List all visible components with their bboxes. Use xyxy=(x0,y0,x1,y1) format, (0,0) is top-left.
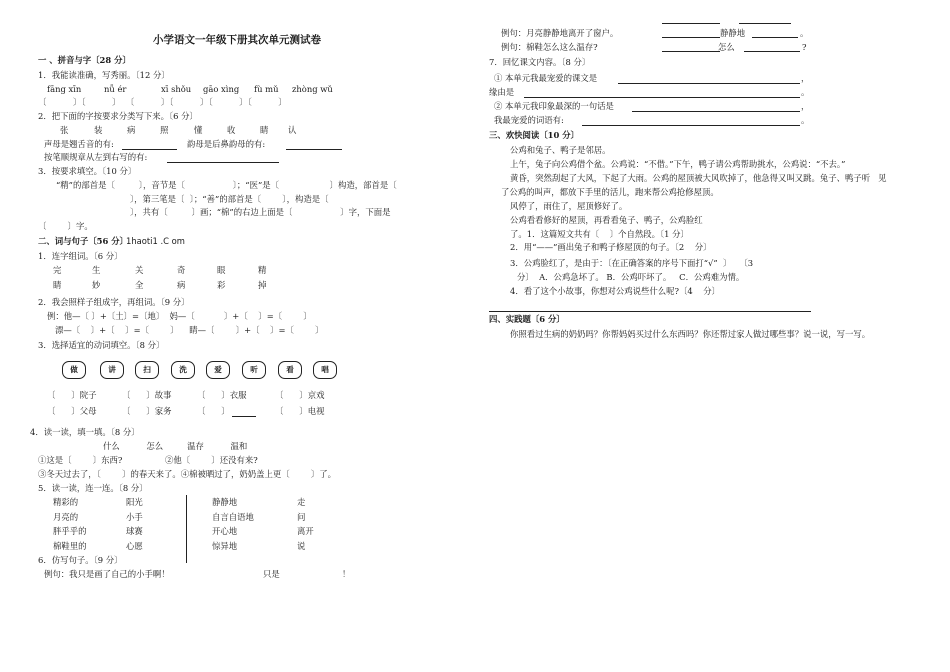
match-item: 走 xyxy=(297,497,306,507)
reading-paragraph: 公鸡和兔子、鸭子是邻居。 xyxy=(510,145,611,155)
fill-item: 〔 〕家务 xyxy=(122,406,172,416)
char: 彩 xyxy=(217,280,226,290)
char: 生 xyxy=(92,265,101,275)
question: 1．连字组词。〔6 分〕 xyxy=(38,251,123,261)
question: 2．把下面的字按要求分类写下来。〔6 分〕 xyxy=(38,111,198,121)
example-word: ！ xyxy=(342,569,351,579)
match-item: 阳光 xyxy=(126,497,143,507)
match-item: 棉鞋里的 xyxy=(53,541,87,551)
pinyin: fù mǔ xyxy=(254,84,279,94)
fill-item: 〔 〕父母 xyxy=(47,406,97,416)
char: 装 xyxy=(94,125,103,135)
answer-line[interactable] xyxy=(582,125,800,126)
match-item: 月亮的 xyxy=(53,512,79,522)
reading-question: 4．看了这个小故事，你想对公鸡说些什么呢?〔4 分〕 xyxy=(510,286,721,296)
answer-line[interactable] xyxy=(286,149,342,150)
answer-line[interactable] xyxy=(618,83,800,84)
question-line: “精”的部首是〔 〕，音节是〔 〕；“医”是〔 〕构造，部首是〔 xyxy=(56,180,397,190)
answer-label: 声母是翘舌音的有: xyxy=(44,139,114,149)
question: 7．回忆课文内容。〔8 分〕 xyxy=(489,57,591,67)
question-line: 缘由是 xyxy=(489,87,515,97)
question-line: 我最宠爱的词语有: xyxy=(494,115,564,125)
example-line: 例句：我只是画了自己的小手啊！ xyxy=(44,569,170,579)
word-list: 什么 怎么 温存 温和 xyxy=(103,441,248,451)
match-item: 心愿 xyxy=(126,541,143,551)
question: 6．仿写句子。〔9 分〕 xyxy=(38,555,123,565)
fill-item: 〔 〕 xyxy=(197,406,230,416)
fill-item: 〔 〕故事 xyxy=(122,390,172,400)
section-heading: 二、词与句子〔56 分〕 xyxy=(38,236,128,246)
char: 张 xyxy=(60,125,69,135)
match-item: 离开 xyxy=(297,526,314,536)
answer-brackets: 〔 〕〔 〕 〔 〕〔 〕〔 〕〔 〕 xyxy=(38,97,287,107)
reading-paragraph: 黄昏，突然刮起了大风，下起了大雨。公鸡的屋顶被大风吹掉了，他急得又叫又跳。兔子、鸭子听 见 xyxy=(510,173,887,183)
verb-box: 听 xyxy=(242,361,266,379)
example-word: ? xyxy=(802,42,807,52)
answer-line[interactable] xyxy=(752,37,798,38)
example-line: 例句：月亮静静地离开了窗户。 xyxy=(501,28,619,38)
divider xyxy=(186,495,187,563)
char: 眼 xyxy=(217,265,226,275)
char: 病 xyxy=(177,280,186,290)
match-item: 精彩的 xyxy=(53,497,79,507)
question-line: 〕，共有〔 〕画；“棉”的右边上面是〔 〕字，下面是 xyxy=(130,207,391,217)
fill-item: 〔 〕京戏 xyxy=(275,390,325,400)
question: 3．选择适宜的动词填空。〔8 分〕 xyxy=(38,340,165,350)
reading-paragraph: 风停了，雨住了，屋顶修好了。 xyxy=(510,201,628,211)
verb-box: 讲 xyxy=(100,361,124,379)
char: 全 xyxy=(135,280,144,290)
pinyin: zhòng wǔ xyxy=(292,84,333,94)
answer-line[interactable] xyxy=(662,51,720,52)
char: 完 xyxy=(53,265,62,275)
answer-line[interactable] xyxy=(739,23,791,24)
reading-question: 分〕 A．公鸡急坏了。 B．公鸡吓坏了。 C．公鸡难为情。 xyxy=(517,272,745,282)
char: 照 xyxy=(160,125,169,135)
reading-paragraph: 公鸡看看修好的屋顶，再看看兔子、鸭子，公鸡脸红 xyxy=(510,215,703,225)
verb-box: 做 xyxy=(62,361,86,379)
question: 2．我会照样子组成字，再组词。〔9 分〕 xyxy=(38,297,190,307)
match-item: 静静地 xyxy=(212,497,238,507)
answer-label: 韵母是后鼻韵母的有: xyxy=(187,139,266,149)
answer-label: 按笔顺规章从左到右写的有: xyxy=(44,152,148,162)
answer-line[interactable] xyxy=(662,23,720,24)
answer-line[interactable] xyxy=(632,111,800,112)
question: 1．我能读准确，写秀丽。〔12 分〕 xyxy=(38,70,170,80)
match-item: 自言自语地 xyxy=(212,512,254,522)
example-word: 。 xyxy=(800,28,809,38)
punctuation: ， xyxy=(801,101,810,111)
match-item: 小手 xyxy=(126,512,143,522)
fill-item: 〔 〕院子 xyxy=(47,390,97,400)
match-item: 开心地 xyxy=(212,526,238,536)
question: 5．读一读，连一连。〔8 分〕 xyxy=(38,483,148,493)
char: 睛 xyxy=(260,125,269,135)
match-item: 问 xyxy=(297,512,306,522)
answer-line[interactable] xyxy=(744,51,800,52)
char: 睛 xyxy=(53,280,62,290)
answer-line[interactable] xyxy=(524,97,800,98)
verb-box: 唱 xyxy=(313,361,337,379)
question-line: 〔 〕字。 xyxy=(38,221,93,231)
verb-box: 看 xyxy=(278,361,302,379)
reading-question: 2．用“——”画出兔子和鸭子修屋顶的句子。〔2 分〕 xyxy=(510,242,712,252)
answer-line[interactable] xyxy=(489,311,811,312)
match-item: 惊异地 xyxy=(212,541,238,551)
answer-line[interactable] xyxy=(122,149,177,150)
verb-box: 爱 xyxy=(206,361,230,379)
page-title: 小学语文一年级下册其次单元测试卷 xyxy=(153,34,321,46)
answer-line[interactable] xyxy=(167,162,279,163)
char: 病 xyxy=(127,125,136,135)
question-line: ① 本单元我最宠爱的课文是 xyxy=(494,73,598,83)
verb-box: 洗 xyxy=(171,361,195,379)
example-word: 怎么 xyxy=(718,42,735,52)
fill-item: 〔 〕电视 xyxy=(275,406,325,416)
reading-paragraph: 上午，兔子向公鸡借个盆。公鸡说：“不借。”下午，鸭子请公鸡帮助挑水，公鸡说：“不去。” xyxy=(510,159,846,169)
verb-box: 扫 xyxy=(135,361,159,379)
char: 精 xyxy=(258,265,267,275)
practice-text: 你照看过生病的奶奶吗？你帮妈妈买过什么东西吗？你还帮过家人做过哪些事？说一说，写一写。 xyxy=(510,329,871,339)
char: 掉 xyxy=(258,280,267,290)
match-item: 说 xyxy=(297,541,306,551)
match-item: 胖乎乎的 xyxy=(53,526,87,536)
reading-paragraph: 了公鸡的叫声，都放下手里的活儿，跑来帮公鸡抢修屋顶。 xyxy=(501,187,719,197)
question: 4．读一读，填一填。〔8 分〕 xyxy=(30,427,140,437)
answer-line[interactable] xyxy=(232,416,256,417)
char: 奇 xyxy=(177,265,186,275)
match-item: 球赛 xyxy=(126,526,143,536)
section-heading: 三、欢快阅读〔10 分〕 xyxy=(489,130,579,140)
char: 关 xyxy=(135,265,144,275)
answer-line[interactable] xyxy=(662,37,720,38)
pinyin: gāo xìng xyxy=(203,84,240,94)
char: 收 xyxy=(227,125,236,135)
punctuation: 。 xyxy=(801,87,810,97)
punctuation: ， xyxy=(801,73,810,83)
punctuation: 。 xyxy=(801,115,810,125)
watermark: 1haoti1 .C om xyxy=(126,236,185,246)
section-heading: 一 、拼音与字〔28 分〕 xyxy=(38,55,131,65)
example-word: 只是 xyxy=(263,569,280,579)
question-line: ③冬天过去了，〔 〕的春天来了。④棉被晒过了，奶奶盖上更〔 〕了。 xyxy=(38,469,337,479)
question-line: 〕，第三笔是〔 〕；“善”的部首是〔 〕，构造是〔 xyxy=(130,194,329,204)
char: 懂 xyxy=(194,125,203,135)
example-line: 漂—〔 〕+〔 〕=〔 〕 睛—〔 〕+〔 〕=〔 〕 xyxy=(55,325,324,335)
reading-question: 了。1．这篇短文共有〔 〕个自然段。〔1 分〕 xyxy=(510,229,689,239)
question-line: ①这是〔 〕东西? ②他〔 〕还没有来? xyxy=(38,455,258,465)
section-heading: 四、实践题〔6 分〕 xyxy=(489,314,565,324)
example-word: 静静地 xyxy=(720,28,746,38)
question: 3．按要求填空。〔10 分〕 xyxy=(38,166,137,176)
pinyin: nǚ ér xyxy=(104,84,127,94)
reading-question: 3．公鸡脸红了，是由于：〔在正确答案的序号下面打“√” 〕 〔3 xyxy=(510,258,754,268)
pinyin: fāng xīn xyxy=(47,84,82,94)
example-line: 例句：棉鞋怎么这么温存? xyxy=(501,42,598,52)
char: 妙 xyxy=(92,280,101,290)
pinyin: xī shǒu xyxy=(161,84,192,94)
example-line: 例：他—〔 〕+〔土〕=〔地〕 妈—〔 〕+〔 〕=〔 〕 xyxy=(47,311,312,321)
char: 认 xyxy=(288,125,297,135)
fill-item: 〔 〕衣服 xyxy=(197,390,247,400)
question-line: ② 本单元我印象最深的一句话是 xyxy=(494,101,614,111)
